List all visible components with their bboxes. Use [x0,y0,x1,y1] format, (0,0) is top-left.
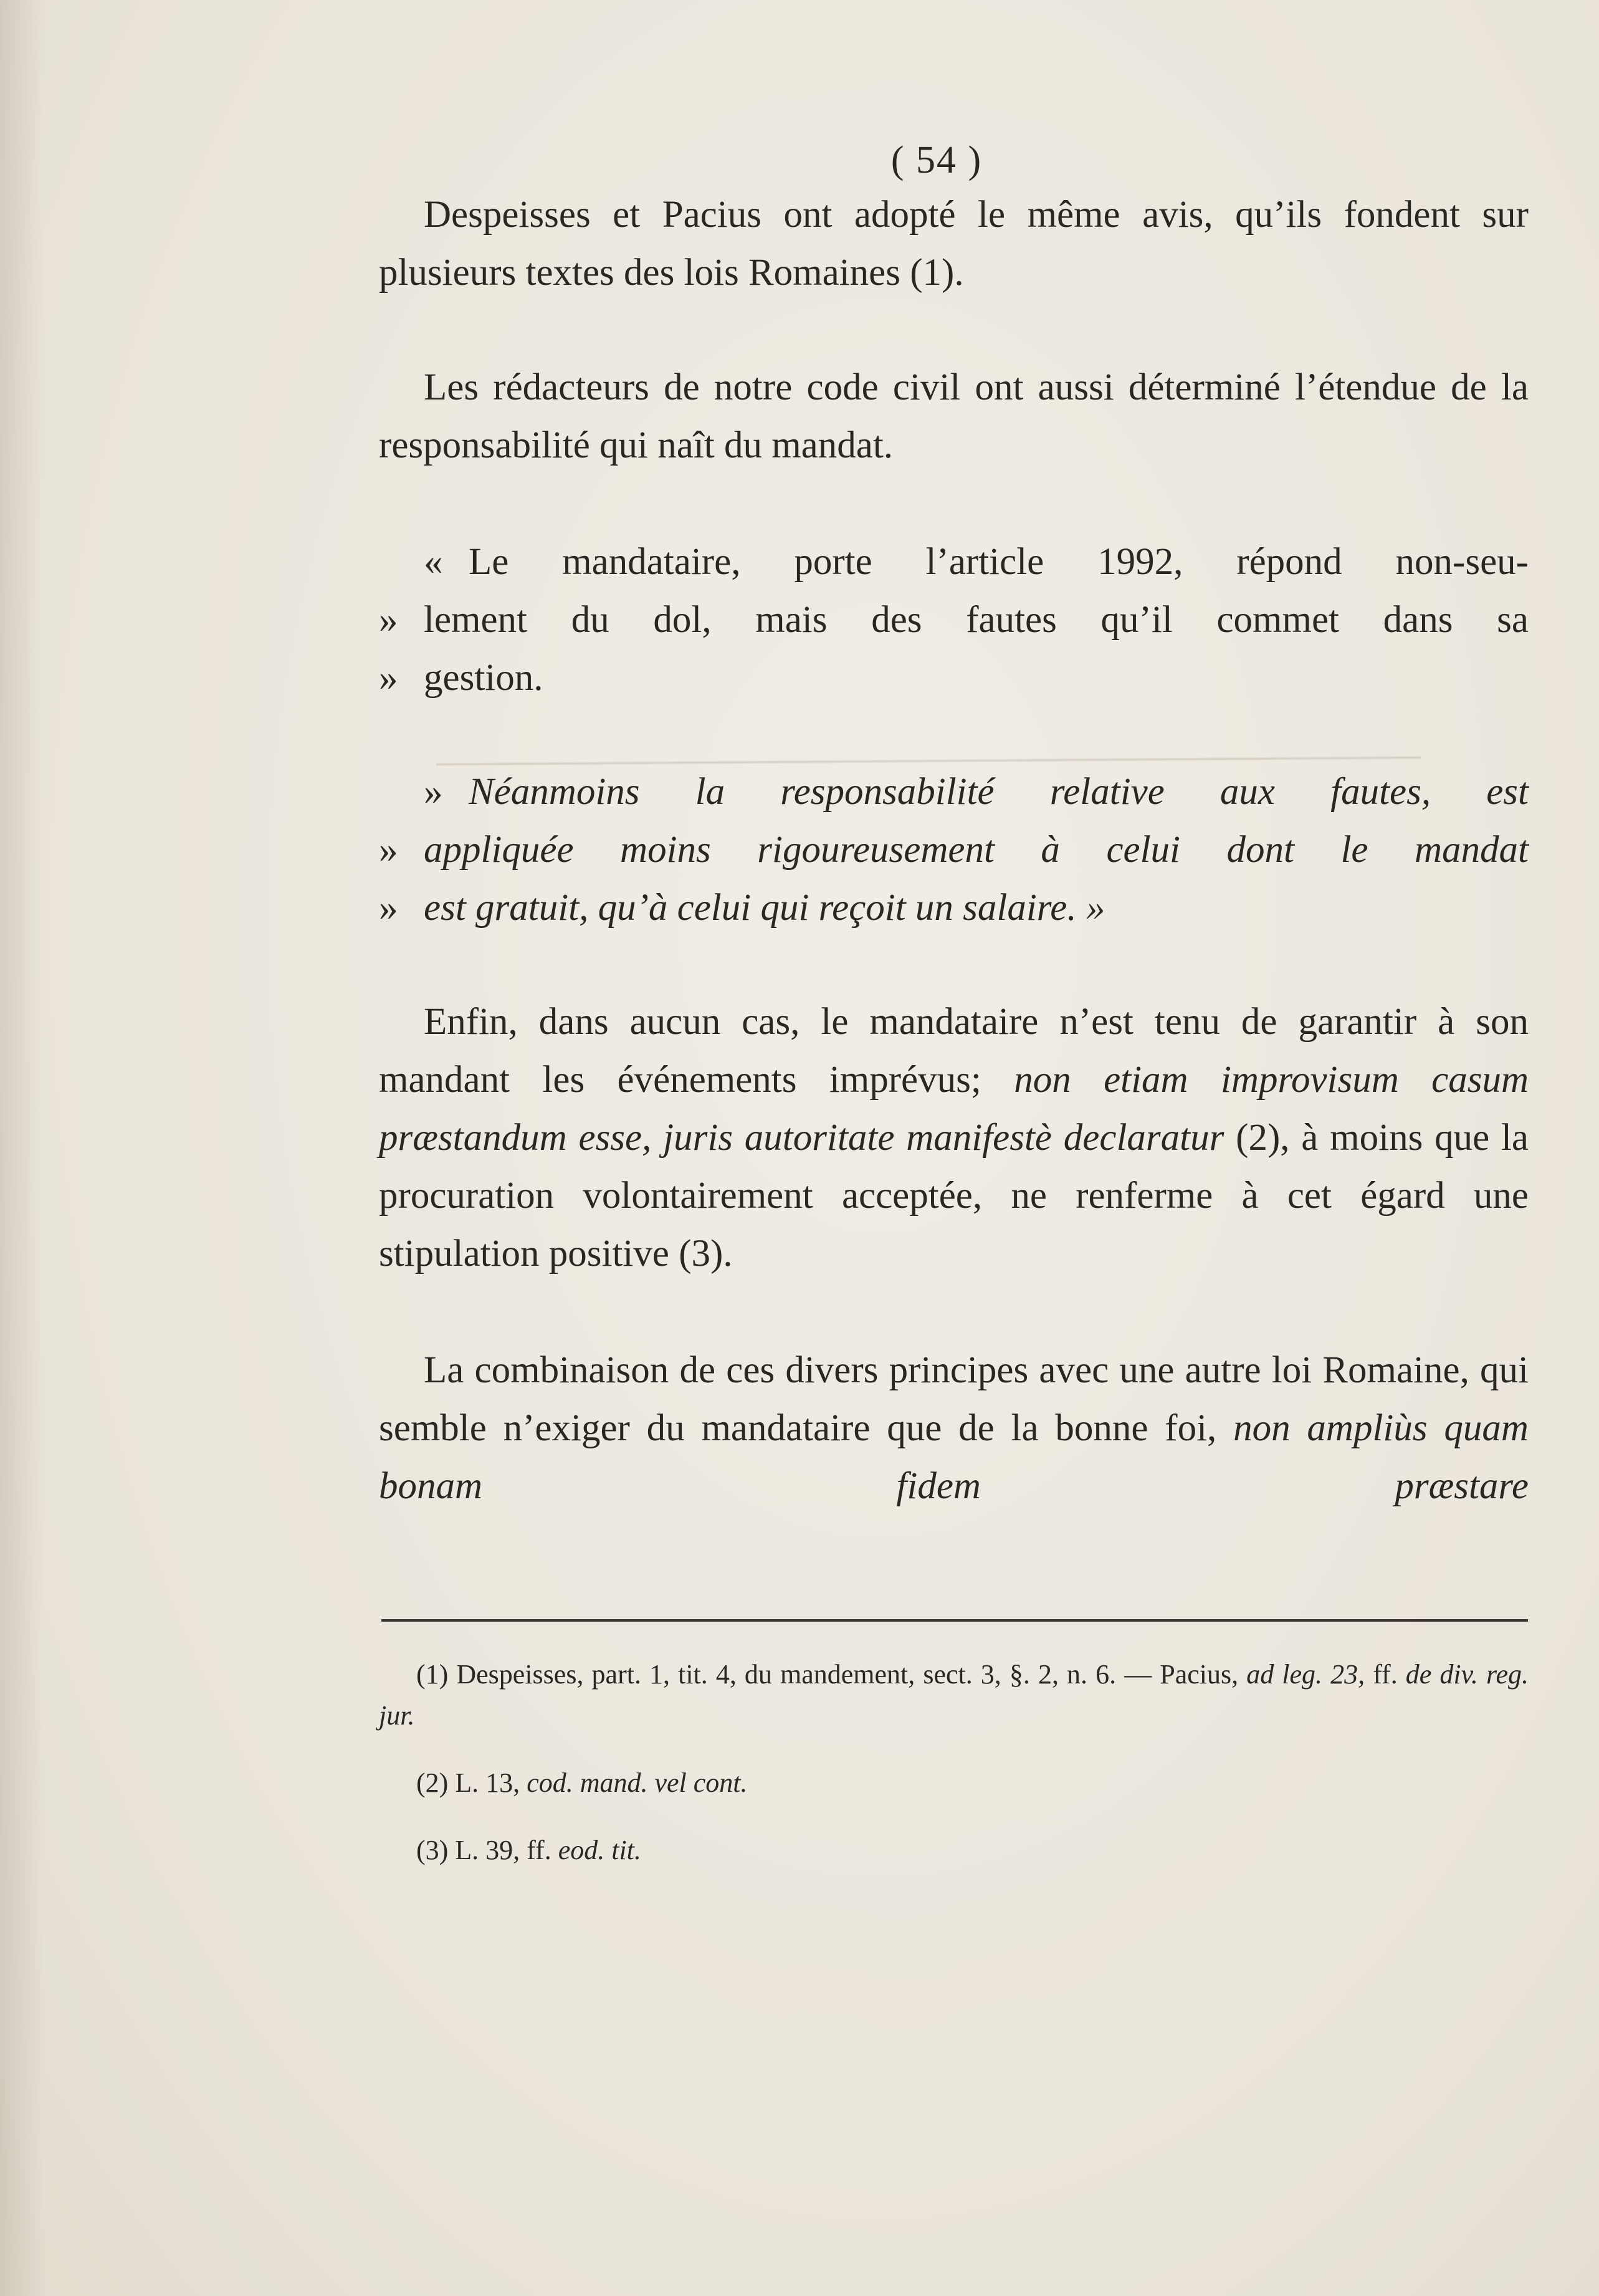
footnote-latin: ad leg. 23, [1246,1659,1365,1690]
quote-line [379,649,1529,707]
gutter-shadow [0,0,44,2296]
paragraph-despeisses: Despeisses et Pacius ont adopté le même avis, qu’ils fondent sur plusieurs textes des lois Romaines (1). [379,194,1529,294]
quote-line [379,533,1529,591]
text-latin: non ampliùs quam bonam fidem præstare [379,1407,1529,1507]
paragraph-combinaison [379,1341,1529,1515]
guillemet: » [379,887,398,929]
quote-line [379,879,1529,937]
guillemet: » [379,829,398,871]
quote-line-text: lement du dol, mais des fautes qu’il commet dans sa [424,599,1529,641]
footnote-1 [379,1654,1529,1736]
text-roman: La combinaison de ces divers principes avec une autre loi Romaine, qui semble n’exiger du mandataire que de la bonne foi, [379,1349,1529,1449]
quote-line [379,591,1529,649]
footnote-latin: de div. reg. jur. [379,1659,1529,1731]
footnote-latin: cod. mand. vel cont. [527,1767,748,1798]
guillemet: » [379,657,398,699]
text-roman: Enfin, dans aucun cas, le mandataire n’est tenu de garantir à son mandant les événements imprévus; [379,1001,1529,1101]
text-latin: non etiam improvisum casum præstandum esse, juris autoritate manifestè declaratur [379,1059,1529,1159]
quote-line [379,821,1529,879]
footnotes [379,1654,1529,1871]
footnote-roman: (3) L. 39, ff. [416,1835,558,1865]
footnote-roman: (2) L. 13, [416,1767,527,1798]
quote-line-text: gestion. [424,657,543,699]
page-number: ( 54 ) [890,139,983,181]
quote-article-1992 [379,533,1529,707]
quote-line-text: Le mandataire, porte l’article 1992, répond non-seu- [469,541,1529,583]
paragraph-enfin [379,993,1529,1283]
footnote-2 [379,1763,1529,1804]
quote-line-text: est gratuit, qu’à celui qui reçoit un salaire. » [424,887,1105,929]
quote-italic-gratuit [379,763,1529,937]
quote-line [379,763,1529,821]
text-roman: (2), à moins que la procuration volontairement acceptée, ne renferme à cet égard une stipulation positive (3). [379,1117,1529,1275]
footnote-3 [379,1830,1529,1871]
footnote-rule [381,1619,1528,1622]
guillemet: » [424,771,443,813]
paragraph-redacteurs: Les rédacteurs de notre code civil ont aussi déterminé l’étendue de la responsabilité qui naît du mandat. [379,366,1529,466]
footnote-roman: (1) Despeisses, part. 1, tit. 4, du mandement, sect. 3, §. 2, n. 6. — Pacius, [416,1659,1239,1690]
main-text [379,186,1529,1515]
guillemet: » [379,599,398,641]
quote-line-text: Néanmoins la responsabilité relative aux fautes, est [469,771,1529,813]
quote-line-text: appliquée moins rigoureusement à celui dont le mandat [424,829,1529,871]
guillemet: « [424,541,443,583]
footnote-latin: eod. tit. [558,1835,641,1865]
footnote-roman: ff. [1365,1659,1406,1690]
